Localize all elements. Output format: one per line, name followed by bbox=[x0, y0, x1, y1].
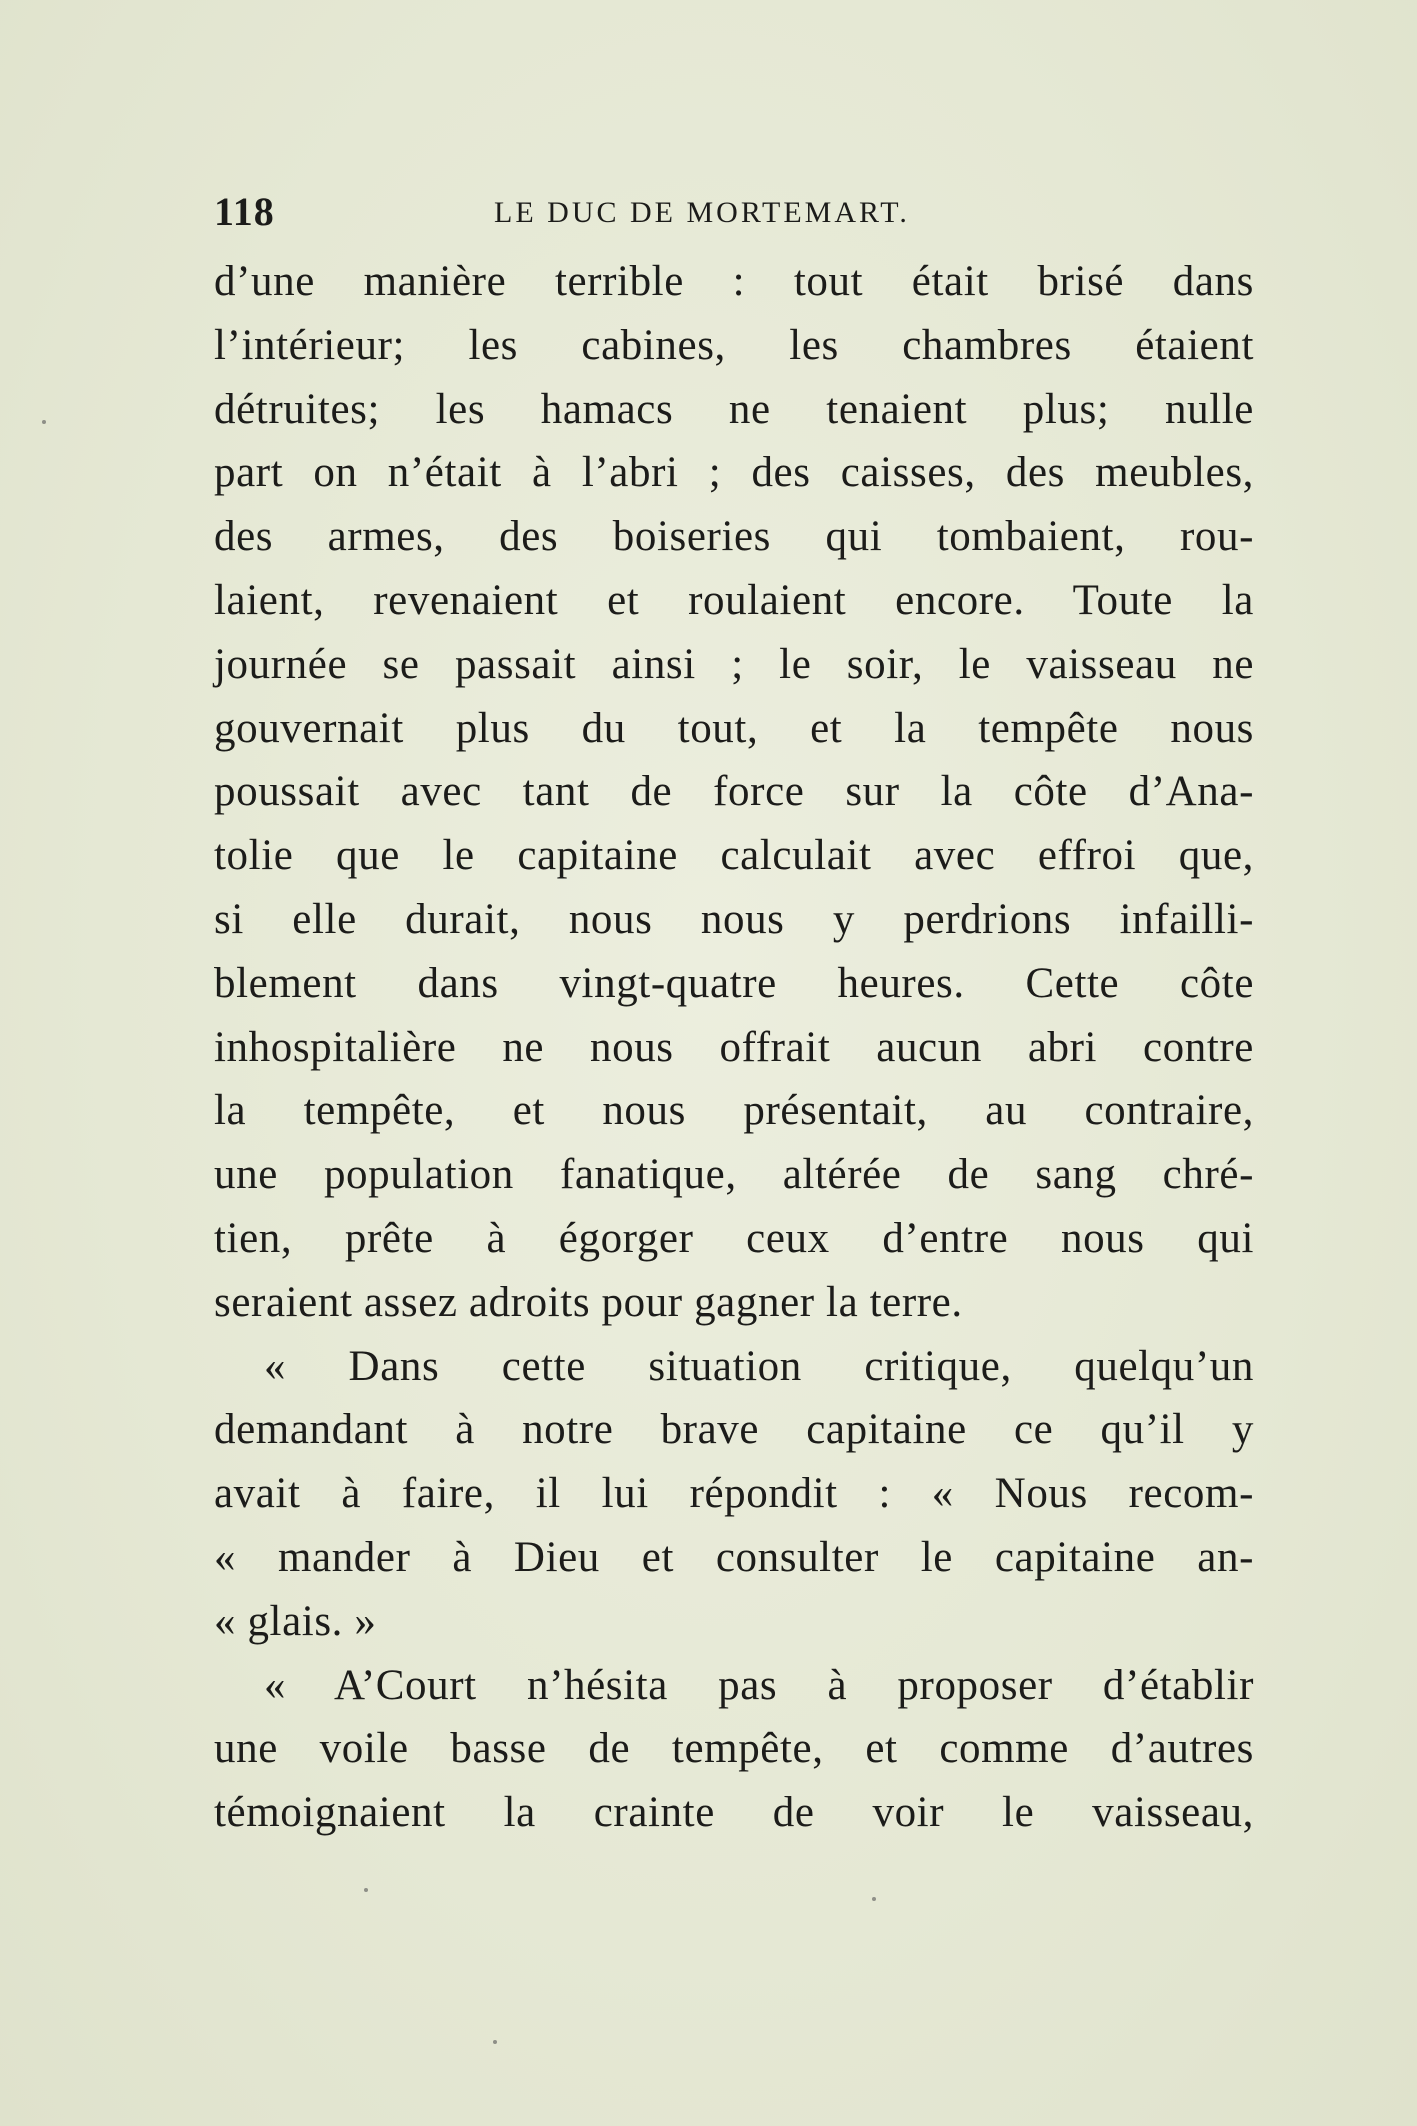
paper-speck bbox=[493, 2040, 497, 2044]
running-title: LE DUC DE MORTEMART. bbox=[494, 196, 910, 229]
body-text bbox=[214, 250, 1254, 1845]
text-line: journée se passait ainsi ; le soir, le vaisseau ne bbox=[214, 640, 1254, 688]
text-line: d’une manière terrible : tout était brisé dans bbox=[214, 258, 1254, 305]
text-line: « mander à Dieu et consulter le capitaine an- bbox=[214, 1533, 1254, 1581]
text-line: tien, prête à égorger ceux d’entre nous qui bbox=[214, 1214, 1254, 1262]
paper-speck bbox=[872, 1897, 876, 1901]
paper-speck bbox=[42, 420, 46, 424]
page-number: 118 bbox=[214, 189, 275, 234]
text-line: « Dans cette situation critique, quelqu’un bbox=[264, 1342, 1254, 1390]
text-line: une population fanatique, altérée de sang chré- bbox=[214, 1151, 1254, 1199]
paper-speck bbox=[364, 1888, 368, 1892]
text-line: part on n’était à l’abri ; des caisses, des meubles, bbox=[214, 449, 1254, 497]
text-line: tolie que le capitaine calculait avec effroi que, bbox=[214, 832, 1254, 880]
text-line: avait à faire, il lui répondit : « Nous recom- bbox=[214, 1470, 1254, 1518]
text-line: inhospitalière ne nous offrait aucun abri contre bbox=[214, 1023, 1254, 1071]
text-line: si elle durait, nous nous y perdrions infailli- bbox=[214, 895, 1254, 943]
text-line: une voile basse de tempête, et comme d’autres bbox=[214, 1725, 1254, 1773]
text-line: demandant à notre brave capitaine ce qu’il y bbox=[214, 1406, 1254, 1454]
text-line: témoignaient la crainte de voir le vaisseau, bbox=[214, 1789, 1254, 1837]
text-line: blement dans vingt-quatre heures. Cette côte bbox=[214, 959, 1254, 1007]
text-line: « A’Court n’hésita pas à proposer d’établir bbox=[264, 1661, 1254, 1709]
text-line: la tempête, et nous présentait, au contraire, bbox=[214, 1087, 1254, 1135]
text-line: des armes, des boiseries qui tombaient, rou- bbox=[214, 513, 1254, 561]
page-header bbox=[214, 188, 1254, 238]
text-line: « glais. » bbox=[214, 1597, 377, 1645]
text-line: gouvernait plus du tout, et la tempête nous bbox=[214, 704, 1254, 752]
text-line: seraient assez adroits pour gagner la terre. bbox=[214, 1278, 963, 1326]
text-line: poussait avec tant de force sur la côte d’Ana- bbox=[214, 768, 1254, 816]
text-line: détruites; les hamacs ne tenaient plus; nulle bbox=[214, 385, 1254, 433]
text-line: laient, revenaient et roulaient encore. Toute la bbox=[214, 576, 1254, 624]
text-line: l’intérieur; les cabines, les chambres étaient bbox=[214, 321, 1254, 369]
